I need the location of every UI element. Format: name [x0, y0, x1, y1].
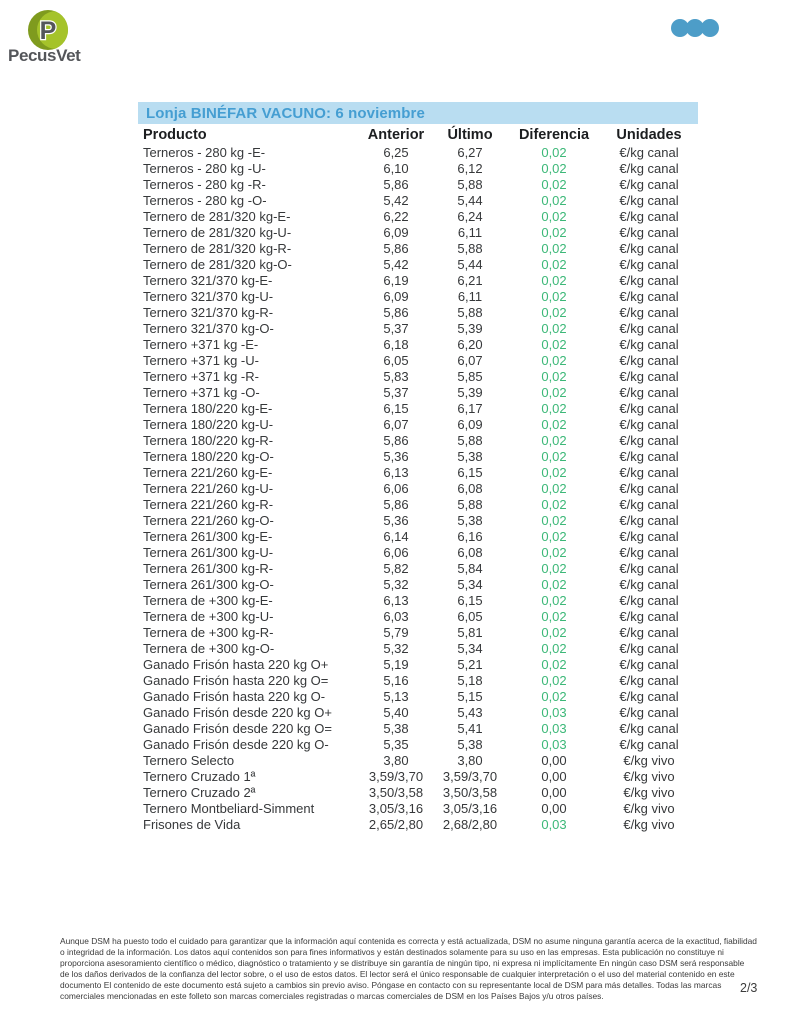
anterior-cell: 6,09 [383, 288, 409, 304]
table-row [138, 512, 698, 528]
unidades-cell: €/kg canal [619, 672, 679, 688]
ultimo-cell: 6,08 [457, 480, 483, 496]
ultimo-cell: 6,11 [457, 224, 483, 240]
producto-cell: Ternera de +300 kg-O- [143, 640, 275, 656]
table-row [138, 256, 698, 272]
producto-cell: Terneros - 280 kg -U- [143, 160, 266, 176]
ultimo-cell: 5,38 [457, 512, 483, 528]
unidades-cell: €/kg canal [619, 368, 679, 384]
diferencia-cell: 0,02 [541, 656, 567, 672]
table-row [138, 432, 698, 448]
disclaimer-line: documento El contenido de este documento está sujeto a cambios sin previo aviso. Póngase en contacto con su representante local de DSM para más detalles. Todas las marcas [60, 980, 722, 990]
producto-cell: Ternera 221/260 kg-U- [143, 480, 274, 496]
producto-cell: Ternera 261/300 kg-O- [143, 576, 274, 592]
producto-cell: Ganado Frisón hasta 220 kg O+ [143, 656, 329, 672]
unidades-cell: €/kg canal [619, 688, 679, 704]
diferencia-cell: 0,02 [541, 176, 567, 192]
producto-cell: Ternero Cruzado 2ª [143, 784, 256, 800]
price-table-body [138, 144, 698, 832]
diferencia-cell: 0,02 [541, 240, 567, 256]
anterior-cell: 5,37 [383, 384, 409, 400]
unidades-cell: €/kg canal [619, 560, 679, 576]
diferencia-cell: 0,03 [541, 720, 567, 736]
ultimo-cell: 5,84 [457, 560, 483, 576]
diferencia-cell: 0,02 [541, 320, 567, 336]
producto-cell: Ternero Montbeliard-Simment [143, 800, 315, 816]
anterior-cell: 5,36 [383, 512, 409, 528]
table-row [138, 416, 698, 432]
market-report-section [138, 102, 698, 832]
anterior-cell: 6,05 [383, 352, 409, 368]
table-row [138, 352, 698, 368]
producto-cell: Frisones de Vida [143, 816, 241, 832]
diferencia-cell: 0,02 [541, 672, 567, 688]
table-row [138, 688, 698, 704]
producto-cell: Ternero de 281/320 kg-U- [143, 224, 292, 240]
logo-letter: P [39, 17, 57, 45]
unidades-cell: €/kg vivo [623, 800, 675, 816]
table-row [138, 576, 698, 592]
anterior-cell: 6,19 [383, 272, 409, 288]
diferencia-cell: 0,02 [541, 192, 567, 208]
table-row [138, 400, 698, 416]
unidades-cell: €/kg canal [619, 144, 679, 160]
unidades-cell: €/kg canal [619, 400, 679, 416]
diferencia-cell: 0,02 [541, 528, 567, 544]
table-header-row [138, 125, 698, 144]
ultimo-cell: 5,21 [457, 656, 483, 672]
diferencia-cell: 0,02 [541, 208, 567, 224]
table-row [138, 336, 698, 352]
producto-cell: Ganado Frisón hasta 220 kg O= [143, 672, 329, 688]
table-row [138, 704, 698, 720]
ultimo-cell: 5,44 [457, 192, 483, 208]
producto-cell: Ternero 321/370 kg-O- [143, 320, 274, 336]
diferencia-cell: 0,00 [541, 784, 567, 800]
table-row [138, 384, 698, 400]
ultimo-cell: 5,38 [457, 448, 483, 464]
unidades-cell: €/kg canal [619, 464, 679, 480]
table-row [138, 592, 698, 608]
anterior-cell: 5,42 [383, 256, 409, 272]
diferencia-cell: 0,03 [541, 816, 567, 832]
diferencia-cell: 0,02 [541, 144, 567, 160]
producto-cell: Ternero 321/370 kg-U- [143, 288, 274, 304]
price-table [138, 125, 698, 832]
column-header-ultimo: Último [447, 126, 493, 143]
producto-cell: Terneros - 280 kg -O- [143, 192, 267, 208]
anterior-cell: 6,25 [383, 144, 409, 160]
ultimo-cell: 5,38 [457, 736, 483, 752]
anterior-cell: 5,19 [383, 656, 409, 672]
column-header-unidades: Unidades [616, 126, 682, 143]
ultimo-cell: 5,39 [457, 320, 483, 336]
table-row [138, 656, 698, 672]
table-row [138, 272, 698, 288]
table-row [138, 720, 698, 736]
table-row [138, 544, 698, 560]
producto-cell: Ganado Frisón desde 220 kg O+ [143, 704, 332, 720]
unidades-cell: €/kg canal [619, 496, 679, 512]
ultimo-cell: 6,05 [457, 608, 483, 624]
diferencia-cell: 0,00 [541, 768, 567, 784]
diferencia-cell: 0,02 [541, 592, 567, 608]
ultimo-cell: 5,88 [457, 176, 483, 192]
anterior-cell: 3,05/3,16 [368, 800, 424, 816]
table-row [138, 624, 698, 640]
ultimo-cell: 6,27 [457, 144, 483, 160]
diferencia-cell: 0,03 [541, 736, 567, 752]
table-row [138, 288, 698, 304]
table-row [138, 464, 698, 480]
producto-cell: Ternera de +300 kg-U- [143, 608, 274, 624]
anterior-cell: 6,10 [383, 160, 409, 176]
diferencia-cell: 0,02 [541, 432, 567, 448]
producto-cell: Ternero de 281/320 kg-R- [143, 240, 292, 256]
logo-wordmark: PecusVet [8, 46, 81, 65]
diferencia-cell: 0,02 [541, 160, 567, 176]
anterior-cell: 6,18 [383, 336, 409, 352]
diferencia-cell: 0,02 [541, 416, 567, 432]
diferencia-cell: 0,02 [541, 688, 567, 704]
ultimo-cell: 3,05/3,16 [442, 800, 498, 816]
producto-cell: Ternera 180/220 kg-E- [143, 400, 273, 416]
diferencia-cell: 0,02 [541, 368, 567, 384]
unidades-cell: €/kg canal [619, 480, 679, 496]
anterior-cell: 5,86 [383, 432, 409, 448]
ultimo-cell: 6,08 [457, 544, 483, 560]
diferencia-cell: 0,02 [541, 448, 567, 464]
ultimo-cell: 3,59/3,70 [442, 768, 498, 784]
anterior-cell: 5,83 [383, 368, 409, 384]
page-title: Lonja BINÉFAR VACUNO: 6 noviembre [146, 104, 425, 122]
producto-cell: Ternera 261/300 kg-E- [143, 528, 273, 544]
ultimo-cell: 5,88 [457, 240, 483, 256]
anterior-cell: 5,38 [383, 720, 409, 736]
unidades-cell: €/kg canal [619, 736, 679, 752]
anterior-cell: 6,14 [383, 528, 409, 544]
anterior-cell: 5,40 [383, 704, 409, 720]
anterior-cell: 5,35 [383, 736, 409, 752]
table-row [138, 240, 698, 256]
anterior-cell: 6,06 [383, 544, 409, 560]
ultimo-cell: 6,09 [457, 416, 483, 432]
footer-disclaimer [60, 936, 760, 1002]
anterior-cell: 6,09 [383, 224, 409, 240]
diferencia-cell: 0,02 [541, 352, 567, 368]
unidades-cell: €/kg canal [619, 512, 679, 528]
unidades-cell: €/kg vivo [623, 816, 675, 832]
table-row [138, 736, 698, 752]
diferencia-cell: 0,02 [541, 544, 567, 560]
diferencia-cell: 0,02 [541, 384, 567, 400]
unidades-cell: €/kg canal [619, 352, 679, 368]
producto-cell: Ternero +371 kg -O- [143, 384, 260, 400]
table-row [138, 528, 698, 544]
diferencia-cell: 0,02 [541, 496, 567, 512]
ultimo-cell: 3,80 [457, 752, 483, 768]
producto-cell: Ganado Frisón hasta 220 kg O- [143, 688, 326, 704]
anterior-cell: 5,86 [383, 304, 409, 320]
diferencia-cell: 0,02 [541, 480, 567, 496]
table-row [138, 608, 698, 624]
ultimo-cell: 6,15 [457, 592, 483, 608]
producto-cell: Ternera 221/260 kg-R- [143, 496, 274, 512]
table-row [138, 448, 698, 464]
anterior-cell: 3,50/3,58 [368, 784, 424, 800]
ultimo-cell: 6,16 [457, 528, 483, 544]
unidades-cell: €/kg canal [619, 592, 679, 608]
unidades-cell: €/kg canal [619, 320, 679, 336]
producto-cell: Ganado Frisón desde 220 kg O- [143, 736, 329, 752]
pecusvet-logo-icon [28, 10, 68, 50]
ultimo-cell: 5,43 [457, 704, 483, 720]
table-row [138, 800, 698, 816]
anterior-cell: 6,22 [383, 208, 409, 224]
producto-cell: Ternera 261/300 kg-R- [143, 560, 274, 576]
producto-cell: Ternero +371 kg -U- [143, 352, 259, 368]
diferencia-cell: 0,02 [541, 400, 567, 416]
disclaimer-line: o integridad de la información. Los datos aquí contenidos son para fines informativos y están destinados solamente para su uso en las empresas. Esta publicación no constituye ni [60, 947, 724, 957]
producto-cell: Terneros - 280 kg -E- [143, 144, 266, 160]
diferencia-cell: 0,02 [541, 608, 567, 624]
anterior-cell: 6,15 [383, 400, 409, 416]
producto-cell: Ternero de 281/320 kg-E- [143, 208, 291, 224]
ultimo-cell: 6,15 [457, 464, 483, 480]
unidades-cell: €/kg canal [619, 576, 679, 592]
anterior-cell: 6,06 [383, 480, 409, 496]
unidades-cell: €/kg canal [619, 704, 679, 720]
anterior-cell: 5,36 [383, 448, 409, 464]
ultimo-cell: 5,41 [457, 720, 483, 736]
anterior-cell: 5,16 [383, 672, 409, 688]
unidades-cell: €/kg canal [619, 384, 679, 400]
diferencia-cell: 0,02 [541, 624, 567, 640]
page-number: 2/3 [740, 981, 758, 995]
unidades-cell: €/kg canal [619, 160, 679, 176]
ultimo-cell: 6,20 [457, 336, 483, 352]
producto-cell: Ternera de +300 kg-E- [143, 592, 273, 608]
anterior-cell: 3,59/3,70 [368, 768, 424, 784]
pagination-dots [671, 19, 719, 37]
diferencia-cell: 0,02 [541, 256, 567, 272]
title-bar [138, 102, 698, 124]
disclaimer-line: comerciales mencionadas en este folleto son marcas comerciales registradas o marcas comerciales de DSM en los Países Bajos y/u otros países. [60, 991, 604, 1001]
anterior-cell: 6,13 [383, 592, 409, 608]
ultimo-cell: 5,39 [457, 384, 483, 400]
anterior-cell: 5,82 [383, 560, 409, 576]
diferencia-cell: 0,02 [541, 224, 567, 240]
table-row [138, 768, 698, 784]
producto-cell: Ternero 321/370 kg-R- [143, 304, 274, 320]
ultimo-cell: 6,21 [457, 272, 483, 288]
anterior-cell: 5,32 [383, 576, 409, 592]
table-row [138, 816, 698, 832]
ultimo-cell: 5,18 [457, 672, 483, 688]
unidades-cell: €/kg canal [619, 544, 679, 560]
unidades-cell: €/kg canal [619, 720, 679, 736]
producto-cell: Ternera 180/220 kg-O- [143, 448, 274, 464]
producto-cell: Ternero Selecto [143, 752, 235, 768]
diferencia-cell: 0,02 [541, 560, 567, 576]
unidades-cell: €/kg canal [619, 304, 679, 320]
producto-cell: Ternero +371 kg -R- [143, 368, 259, 384]
anterior-cell: 5,37 [383, 320, 409, 336]
anterior-cell: 5,79 [383, 624, 409, 640]
ultimo-cell: 5,15 [457, 688, 483, 704]
table-row [138, 208, 698, 224]
anterior-cell: 5,13 [383, 688, 409, 704]
anterior-cell: 5,86 [383, 240, 409, 256]
column-header-diferencia: Diferencia [518, 126, 590, 143]
producto-cell: Ternero de 281/320 kg-O- [143, 256, 292, 272]
disclaimer-line: proporciona asesoramiento científico o médico, diagnóstico o tratamiento y se distribuye sin garantía de ningún tipo, ni expresa ni implícitamente En ningún caso DSM será responsable [60, 958, 745, 968]
producto-cell: Ganado Frisón desde 220 kg O= [143, 720, 332, 736]
unidades-cell: €/kg canal [619, 624, 679, 640]
disclaimer-line: Aunque DSM ha puesto todo el cuidado para garantizar que la información aquí contenida es correcta y está actualizada, DSM no asume ninguna garantía acerca de la exactitud, fiabilidad [60, 936, 757, 946]
unidades-cell: €/kg canal [619, 432, 679, 448]
unidades-cell: €/kg canal [619, 256, 679, 272]
producto-cell: Ternera 221/260 kg-E- [143, 464, 273, 480]
diferencia-cell: 0,02 [541, 640, 567, 656]
unidades-cell: €/kg canal [619, 192, 679, 208]
column-header-producto: Producto [143, 126, 207, 143]
unidades-cell: €/kg canal [619, 176, 679, 192]
anterior-cell: 5,32 [383, 640, 409, 656]
unidades-cell: €/kg canal [619, 528, 679, 544]
table-row [138, 144, 698, 160]
unidades-cell: €/kg canal [619, 272, 679, 288]
table-row [138, 640, 698, 656]
ultimo-cell: 5,88 [457, 432, 483, 448]
producto-cell: Ternero 321/370 kg-E- [143, 272, 273, 288]
table-row [138, 672, 698, 688]
anterior-cell: 6,13 [383, 464, 409, 480]
unidades-cell: €/kg canal [619, 208, 679, 224]
ultimo-cell: 6,17 [457, 400, 483, 416]
ultimo-cell: 3,50/3,58 [442, 784, 498, 800]
ultimo-cell: 6,12 [457, 160, 483, 176]
diferencia-cell: 0,02 [541, 576, 567, 592]
anterior-cell: 5,86 [383, 176, 409, 192]
unidades-cell: €/kg canal [619, 336, 679, 352]
table-row [138, 496, 698, 512]
ultimo-cell: 6,24 [457, 208, 483, 224]
unidades-cell: €/kg vivo [623, 784, 675, 800]
anterior-cell: 3,80 [383, 752, 409, 768]
table-row [138, 224, 698, 240]
producto-cell: Ternera 261/300 kg-U- [143, 544, 274, 560]
table-row [138, 480, 698, 496]
unidades-cell: €/kg vivo [623, 768, 675, 784]
producto-cell: Ternera 180/220 kg-U- [143, 416, 274, 432]
table-row [138, 176, 698, 192]
anterior-cell: 2,65/2,80 [368, 816, 424, 832]
unidades-cell: €/kg canal [619, 640, 679, 656]
producto-cell: Ternera 221/260 kg-O- [143, 512, 274, 528]
diferencia-cell: 0,02 [541, 336, 567, 352]
table-row [138, 192, 698, 208]
unidades-cell: €/kg canal [619, 416, 679, 432]
dot-icon [701, 19, 719, 37]
producto-cell: Ternera de +300 kg-R- [143, 624, 274, 640]
unidades-cell: €/kg canal [619, 240, 679, 256]
column-header-anterior: Anterior [367, 126, 425, 143]
unidades-cell: €/kg canal [619, 448, 679, 464]
ultimo-cell: 6,11 [457, 288, 483, 304]
anterior-cell: 5,86 [383, 496, 409, 512]
producto-cell: Terneros - 280 kg -R- [143, 176, 266, 192]
diferencia-cell: 0,02 [541, 288, 567, 304]
ultimo-cell: 5,85 [457, 368, 483, 384]
unidades-cell: €/kg vivo [623, 752, 675, 768]
ultimo-cell: 5,34 [457, 576, 483, 592]
diferencia-cell: 0,03 [541, 704, 567, 720]
producto-cell: Ternero Cruzado 1ª [143, 768, 256, 784]
unidades-cell: €/kg canal [619, 656, 679, 672]
anterior-cell: 6,03 [383, 608, 409, 624]
producto-cell: Ternera 180/220 kg-R- [143, 432, 274, 448]
ultimo-cell: 5,88 [457, 304, 483, 320]
unidades-cell: €/kg canal [619, 224, 679, 240]
table-row [138, 368, 698, 384]
table-row [138, 560, 698, 576]
unidades-cell: €/kg canal [619, 608, 679, 624]
table-row [138, 304, 698, 320]
diferencia-cell: 0,00 [541, 800, 567, 816]
diferencia-cell: 0,02 [541, 304, 567, 320]
ultimo-cell: 5,44 [457, 256, 483, 272]
ultimo-cell: 6,07 [457, 352, 483, 368]
ultimo-cell: 5,34 [457, 640, 483, 656]
anterior-cell: 5,42 [383, 192, 409, 208]
ultimo-cell: 5,81 [457, 624, 483, 640]
unidades-cell: €/kg canal [619, 288, 679, 304]
diferencia-cell: 0,02 [541, 272, 567, 288]
table-row [138, 320, 698, 336]
anterior-cell: 6,07 [383, 416, 409, 432]
producto-cell: Ternero +371 kg -E- [143, 336, 259, 352]
diferencia-cell: 0,00 [541, 752, 567, 768]
disclaimer-line: de los daños derivados de la confianza del lector sobre, o el uso de estos datos. El lector será el único responsable de cualquier interpretación o el uso del material contenido en este [60, 969, 735, 979]
ultimo-cell: 5,88 [457, 496, 483, 512]
diferencia-cell: 0,02 [541, 464, 567, 480]
table-row [138, 752, 698, 768]
ultimo-cell: 2,68/2,80 [442, 816, 498, 832]
table-row [138, 160, 698, 176]
diferencia-cell: 0,02 [541, 512, 567, 528]
table-row [138, 784, 698, 800]
